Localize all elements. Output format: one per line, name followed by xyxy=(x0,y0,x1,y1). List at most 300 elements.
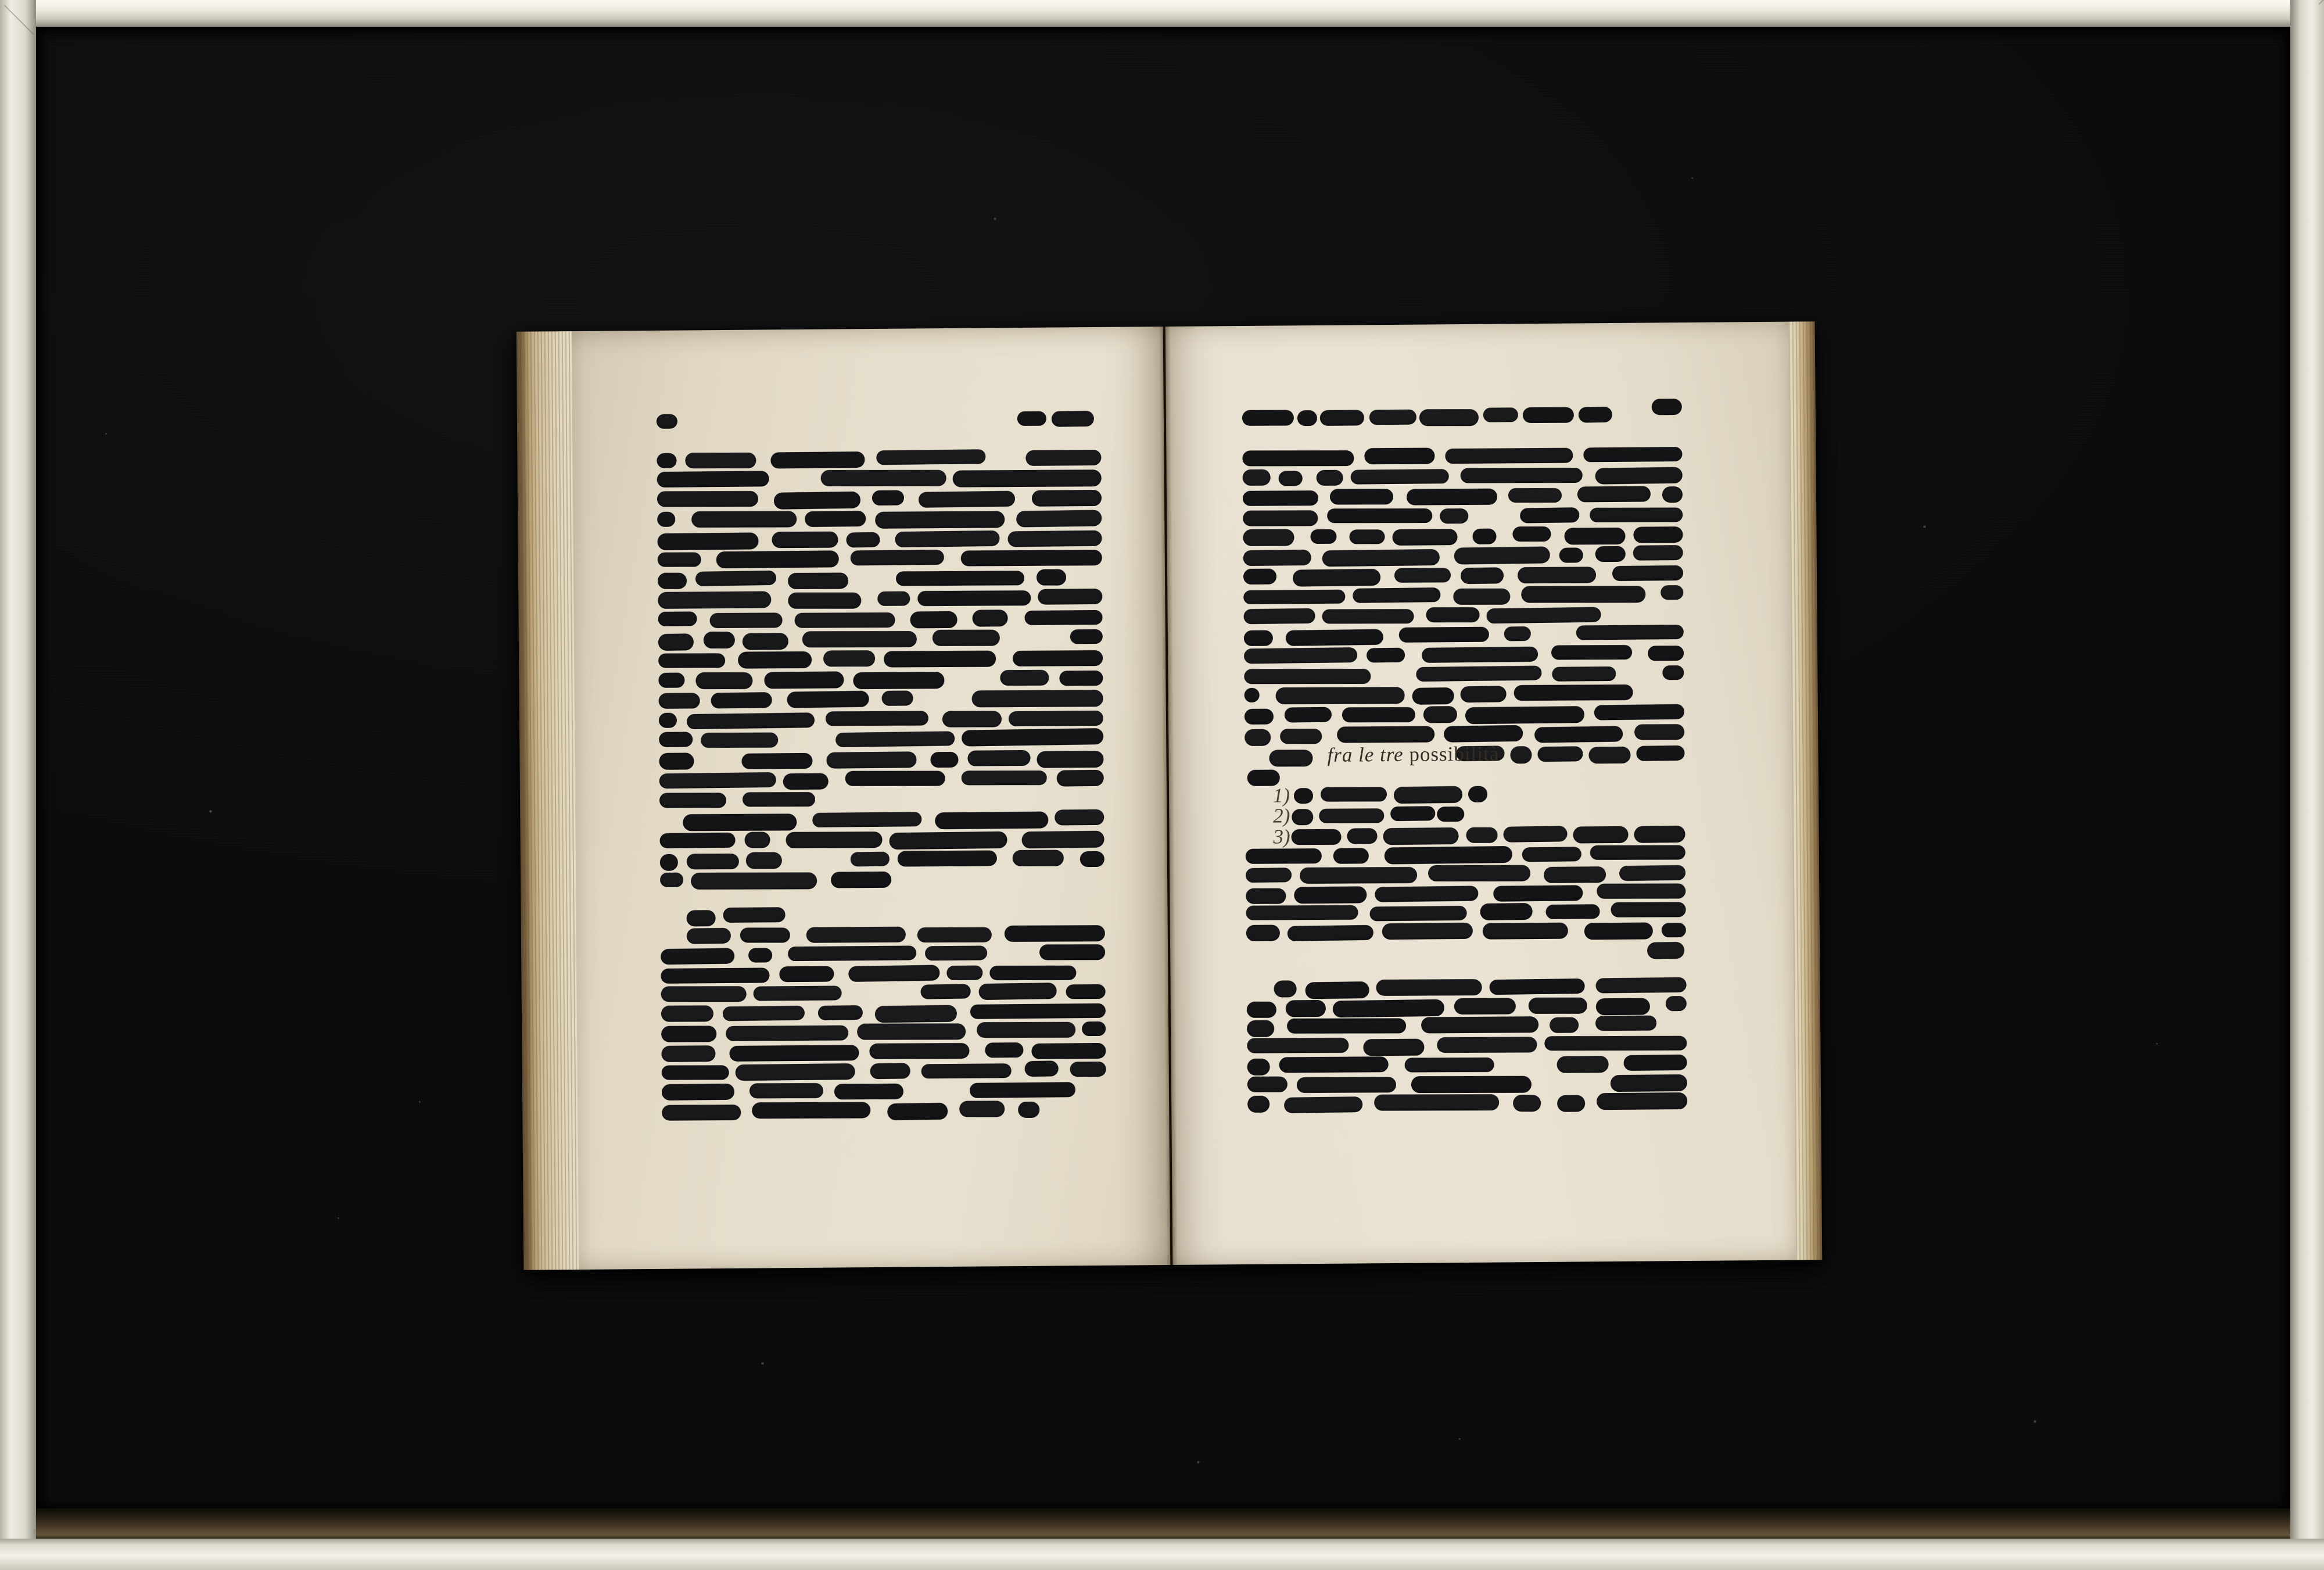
plexiglass-frame-bottom xyxy=(0,1539,2324,1570)
redaction-segment xyxy=(1633,545,1683,560)
redaction-segment xyxy=(788,593,861,610)
redaction-segment xyxy=(657,453,676,469)
list-marker-1: 1) xyxy=(1272,784,1290,807)
redaction-segment xyxy=(743,633,789,650)
redaction-segment xyxy=(896,571,1024,586)
redaction-segment xyxy=(1016,510,1102,528)
redaction-segment xyxy=(953,469,1102,488)
redaction-segment xyxy=(658,592,771,610)
redaction-segment xyxy=(683,813,797,831)
phrase-roman-part: possibilità xyxy=(1409,742,1500,766)
redaction-segment xyxy=(1367,648,1405,663)
redaction-segment xyxy=(1353,587,1440,603)
redaction-segment xyxy=(1552,666,1616,682)
redaction-segment xyxy=(1243,550,1311,566)
redaction-segment xyxy=(723,1006,805,1021)
redaction-segment xyxy=(695,672,752,689)
redaction-segment xyxy=(1577,486,1651,502)
redaction-segment xyxy=(910,611,957,628)
redaction-segment xyxy=(1375,886,1479,902)
redaction-segment xyxy=(661,986,747,1002)
redaction-segment xyxy=(1060,671,1103,686)
redaction-segment xyxy=(942,711,1002,727)
redaction-segment xyxy=(659,713,677,728)
redaction-segment xyxy=(1369,409,1416,425)
redaction-segment xyxy=(1243,510,1318,526)
redaction-segment xyxy=(1486,607,1601,623)
redaction-segment xyxy=(687,712,815,729)
redaction-segment xyxy=(1537,746,1583,762)
redaction-segment xyxy=(695,571,776,586)
redaction-segment xyxy=(740,928,790,943)
redaction-segment xyxy=(1363,1039,1425,1056)
redaction-segment xyxy=(1321,787,1387,802)
redaction-segment xyxy=(985,1042,1023,1058)
redaction-segment xyxy=(659,752,694,769)
redaction-segment xyxy=(1557,1095,1585,1112)
redaction-segment xyxy=(1559,547,1583,562)
redaction-segment xyxy=(835,731,955,747)
redaction-segment xyxy=(710,612,783,628)
redaction-segment xyxy=(834,1084,903,1100)
redaction-segment xyxy=(1619,865,1685,881)
redaction-segment xyxy=(1503,826,1567,843)
plexiglass-frame-right xyxy=(2290,0,2324,1570)
redaction-segment xyxy=(970,1082,1075,1098)
redaction-segment xyxy=(1275,687,1404,704)
redaction-segment xyxy=(1550,1017,1579,1033)
redaction-segment xyxy=(890,831,1008,850)
redaction-segment xyxy=(1494,885,1583,902)
redaction-segment xyxy=(1611,1074,1687,1091)
redaction-segment xyxy=(1018,1102,1039,1118)
redaction-segment xyxy=(657,471,769,487)
redaction-segment xyxy=(1350,529,1385,544)
redaction-segment xyxy=(853,672,945,689)
redaction-segment xyxy=(746,852,782,870)
redaction-segment xyxy=(1337,726,1434,743)
redaction-segment xyxy=(1319,808,1384,823)
redaction-segment xyxy=(962,728,1103,746)
redaction-segment xyxy=(1390,806,1435,821)
redaction-segment xyxy=(1274,980,1297,997)
redaction-segment xyxy=(826,711,928,726)
redaction-segment xyxy=(1070,1062,1106,1077)
frame-inner-shadow-band xyxy=(36,1508,2290,1539)
redaction-segment xyxy=(787,691,869,708)
redaction-segment xyxy=(931,752,959,768)
redaction-segment xyxy=(1551,645,1632,659)
redaction-segment xyxy=(1512,526,1551,542)
redaction-segment xyxy=(687,928,731,944)
redaction-segment xyxy=(1437,807,1464,822)
redaction-segment xyxy=(1597,1092,1688,1110)
redaction-segment xyxy=(1557,1056,1609,1073)
redaction-segment xyxy=(1055,809,1104,826)
redaction-segment xyxy=(1522,847,1581,862)
redaction-segment xyxy=(1546,904,1600,919)
redaction-segment xyxy=(1662,486,1683,503)
redaction-segment xyxy=(1490,978,1585,995)
redaction-segment xyxy=(1246,868,1292,883)
redaction-segment xyxy=(1466,827,1498,844)
redaction-segment xyxy=(703,632,734,649)
redaction-segment xyxy=(788,572,848,589)
redaction-segment xyxy=(1066,984,1105,999)
redaction-segment xyxy=(1269,750,1312,766)
redaction-segment xyxy=(1385,846,1512,864)
redaction-segment xyxy=(1652,399,1682,415)
redaction-segment xyxy=(1057,770,1104,787)
redaction-segment xyxy=(972,690,1103,707)
redaction-segment xyxy=(1306,981,1369,999)
redaction-segment xyxy=(1080,851,1104,866)
redaction-segment xyxy=(1244,647,1357,664)
redaction-segment xyxy=(1300,867,1417,884)
redaction-segment xyxy=(850,851,889,866)
redaction-segment xyxy=(1612,565,1683,582)
redaction-segment xyxy=(1022,831,1104,849)
redaction-segment xyxy=(1279,1056,1388,1073)
redaction-segment xyxy=(1454,547,1550,565)
redaction-segment xyxy=(1513,1095,1541,1112)
redaction-segment xyxy=(1480,903,1533,920)
redaction-segment xyxy=(691,511,797,527)
redaction-segment xyxy=(659,732,693,747)
redaction-segment xyxy=(730,1045,859,1062)
redaction-segment xyxy=(1382,923,1473,940)
redaction-segment xyxy=(753,985,841,1001)
redaction-segment xyxy=(877,591,910,605)
redaction-segment xyxy=(1508,488,1562,503)
redaction-segment xyxy=(1422,647,1538,663)
redaction-segment xyxy=(687,854,739,870)
redaction-segment xyxy=(1428,865,1530,881)
redaction-segment xyxy=(1370,906,1467,921)
redaction-segment xyxy=(1419,409,1479,426)
redaction-segment xyxy=(919,490,1015,507)
redaction-segment xyxy=(1634,526,1683,543)
redaction-segment xyxy=(1596,998,1650,1015)
redaction-segment xyxy=(749,1083,823,1099)
redaction-segment xyxy=(1461,468,1583,483)
open-book xyxy=(517,321,1823,1270)
redaction-segment xyxy=(1013,650,1103,666)
redaction-segment xyxy=(701,732,778,747)
redaction-segment xyxy=(1523,407,1574,423)
redaction-segment xyxy=(1416,665,1541,682)
redaction-segment xyxy=(1611,902,1686,917)
redaction-segment xyxy=(658,573,687,589)
redaction-segment xyxy=(921,1063,1012,1079)
redaction-segment xyxy=(662,1083,734,1100)
redaction-segment xyxy=(1242,410,1294,426)
redaction-segment xyxy=(1483,407,1518,422)
redaction-segment xyxy=(898,850,997,866)
plexiglass-frame-top xyxy=(0,0,2324,27)
redaction-segment xyxy=(1243,529,1294,547)
redaction-segment xyxy=(1437,1037,1537,1052)
visible-phrase xyxy=(1327,743,1499,767)
redaction-segment xyxy=(1595,546,1626,562)
redaction-segment xyxy=(978,983,1056,1000)
redaction-segment xyxy=(686,910,715,926)
redaction-segment xyxy=(1247,1020,1275,1037)
redaction-segment xyxy=(660,854,679,870)
redaction-segment xyxy=(1243,490,1318,506)
redaction-segment xyxy=(1038,589,1103,605)
redaction-segment xyxy=(1292,809,1313,825)
redaction-segment xyxy=(1000,670,1049,686)
redaction-segment xyxy=(1374,1094,1499,1111)
redaction-segment xyxy=(1595,977,1686,994)
redaction-segment xyxy=(845,770,945,786)
redaction-segment xyxy=(1461,567,1504,584)
redaction-segment xyxy=(1245,729,1271,745)
redaction-segment xyxy=(659,772,777,788)
redaction-segment xyxy=(1520,507,1580,523)
redaction-segment xyxy=(1287,1018,1406,1034)
redaction-segment xyxy=(1285,707,1332,723)
redaction-segment xyxy=(1296,1077,1396,1093)
redaction-segment xyxy=(691,872,817,889)
redaction-segment xyxy=(1392,529,1457,546)
redaction-segment xyxy=(1284,1096,1362,1113)
redaction-segment xyxy=(1244,630,1273,646)
redaction-segment xyxy=(1037,751,1104,768)
redaction-segment xyxy=(1634,725,1684,740)
redaction-segment xyxy=(870,1063,910,1079)
redaction-segment xyxy=(960,550,1102,566)
redaction-segment xyxy=(847,532,881,548)
redaction-segment xyxy=(783,773,829,789)
redaction-segment xyxy=(1246,924,1280,941)
redaction-segment xyxy=(1292,829,1342,845)
redaction-segment xyxy=(1407,489,1497,506)
redaction-segment xyxy=(881,690,913,705)
redaction-segment xyxy=(1666,996,1687,1011)
redaction-segment xyxy=(765,671,844,689)
redaction-segment xyxy=(658,612,697,627)
redaction-segment xyxy=(657,533,759,551)
redaction-segment xyxy=(1244,669,1371,684)
redaction-segment xyxy=(1426,607,1480,622)
redaction-segment xyxy=(662,1105,741,1120)
redaction-segment xyxy=(962,770,1047,785)
redaction-segment xyxy=(876,449,985,465)
redaction-segment xyxy=(1648,646,1684,661)
redaction-segment xyxy=(1026,450,1102,466)
redaction-segment xyxy=(1504,626,1530,641)
redaction-segment xyxy=(1311,529,1337,544)
redaction-segment xyxy=(1013,849,1064,866)
redaction-segment xyxy=(1082,1021,1106,1036)
redaction-segment xyxy=(1421,1017,1539,1034)
redaction-segment xyxy=(779,966,834,983)
redaction-segment xyxy=(711,692,772,708)
redaction-segment xyxy=(1333,848,1369,863)
plexiglass-frame-left xyxy=(0,0,36,1570)
redaction-segment xyxy=(1246,888,1286,904)
redaction-segment xyxy=(735,1063,855,1081)
redaction-segment xyxy=(658,634,694,651)
redaction-segment xyxy=(1440,508,1468,524)
redaction-segment xyxy=(1595,467,1682,485)
redaction-segment xyxy=(1009,711,1103,726)
list-marker-3: 3) xyxy=(1273,825,1290,848)
redaction-segment xyxy=(973,610,1008,627)
redaction-segment xyxy=(723,908,785,923)
redaction-segment xyxy=(661,1046,715,1063)
redaction-segment xyxy=(1032,490,1102,506)
redaction-segment xyxy=(1394,568,1451,582)
redaction-segment xyxy=(869,1043,969,1059)
redaction-segment xyxy=(1597,883,1685,899)
redaction-segment xyxy=(946,965,982,980)
redaction-segment xyxy=(1320,410,1364,426)
redaction-segment xyxy=(1285,629,1383,646)
redaction-segment xyxy=(1280,729,1322,744)
redaction-segment xyxy=(745,832,770,849)
redaction-segment xyxy=(1465,706,1584,724)
redaction-segment xyxy=(743,792,815,806)
redaction-segment xyxy=(920,984,970,999)
redaction-segment xyxy=(1383,827,1458,845)
redaction-segment xyxy=(1483,922,1568,939)
redaction-segment xyxy=(1660,585,1683,600)
redaction-segment xyxy=(823,650,875,666)
redaction-segment xyxy=(1039,944,1105,960)
redaction-segment xyxy=(658,553,701,568)
redaction-segment xyxy=(1322,609,1414,623)
redaction-segment xyxy=(851,550,944,566)
redaction-segment xyxy=(1472,529,1496,544)
redaction-segment xyxy=(1243,608,1315,624)
redaction-segment xyxy=(805,511,866,527)
redaction-segment xyxy=(1468,786,1487,802)
redaction-segment xyxy=(1662,923,1686,937)
redaction-segment xyxy=(1590,507,1683,522)
redaction-segment xyxy=(1544,1035,1687,1051)
redaction-segment xyxy=(1243,589,1345,604)
redaction-segment xyxy=(989,966,1076,981)
redaction-segment xyxy=(1510,746,1532,764)
list-marker-2: 2) xyxy=(1272,804,1290,827)
redaction-segment xyxy=(925,946,987,961)
redaction-segment xyxy=(1247,1077,1287,1092)
redaction-segment xyxy=(918,590,1031,606)
redaction-segment xyxy=(657,512,675,527)
redaction-segment xyxy=(1576,625,1684,640)
redaction-segment xyxy=(726,1026,849,1041)
redaction-segment xyxy=(1376,979,1482,996)
redaction-segment xyxy=(1584,447,1683,463)
redaction-segment xyxy=(1394,786,1462,804)
redaction-segment xyxy=(806,926,906,942)
redaction-segment xyxy=(857,1024,966,1040)
redaction-segment xyxy=(1247,1095,1269,1112)
redaction-segment xyxy=(1247,1038,1349,1053)
redaction-segment xyxy=(1037,569,1066,585)
phrase-italic-part: fra le tre xyxy=(1327,743,1410,766)
redaction-segment xyxy=(932,629,999,646)
redaction-segment xyxy=(1461,686,1507,702)
redaction-segment xyxy=(1246,905,1358,920)
redaction-segment xyxy=(659,833,735,848)
redaction-segment xyxy=(895,530,999,547)
redaction-segment xyxy=(1347,828,1378,844)
redaction-segment xyxy=(1405,1058,1494,1072)
redaction-segment xyxy=(1445,448,1573,464)
redaction-segment xyxy=(812,812,921,827)
redaction-segment xyxy=(1287,924,1373,941)
redaction-segment xyxy=(1579,407,1612,423)
redaction-segment xyxy=(884,650,996,666)
redaction-segment xyxy=(875,511,1005,529)
redaction-segment xyxy=(1007,530,1102,547)
redaction-segment xyxy=(1294,788,1313,804)
redaction-segment xyxy=(741,753,813,769)
redaction-segment xyxy=(1623,1055,1687,1071)
redaction-segment xyxy=(872,490,904,506)
redaction-segment xyxy=(1412,687,1454,704)
redaction-segment xyxy=(795,612,895,628)
redaction-segment xyxy=(1247,770,1280,786)
redaction-segment xyxy=(1243,469,1271,485)
redaction-segment xyxy=(661,1006,713,1022)
redaction-segment xyxy=(659,693,701,709)
redaction-segment xyxy=(658,653,725,668)
redaction-segment xyxy=(802,631,917,647)
redaction-segment xyxy=(959,1101,1005,1117)
redaction-segment xyxy=(917,927,992,942)
redaction-segment xyxy=(658,673,685,688)
redaction-segment xyxy=(686,453,756,468)
redaction-segment xyxy=(773,491,860,509)
redaction-segment xyxy=(1564,528,1625,545)
redaction-segment xyxy=(1351,469,1450,485)
redaction-segment xyxy=(1573,826,1628,844)
redaction-segment xyxy=(1245,709,1274,725)
redaction-segment xyxy=(659,793,726,808)
redaction-segment xyxy=(1005,925,1105,942)
redaction-segment xyxy=(1518,567,1596,583)
redaction-segment xyxy=(1247,1058,1271,1075)
redaction-segment xyxy=(1297,410,1317,426)
redaction-segment xyxy=(1453,588,1510,604)
redaction-segment xyxy=(662,1066,729,1080)
redaction-segment xyxy=(1244,687,1259,702)
redaction-segment xyxy=(1322,549,1439,567)
redaction-segment xyxy=(1247,1002,1276,1018)
redaction-segment xyxy=(748,948,772,963)
redaction-segment xyxy=(1454,998,1516,1015)
redaction-segment xyxy=(1636,745,1684,761)
redaction-segment xyxy=(1595,1016,1656,1031)
redaction-segment xyxy=(1330,489,1393,504)
redaction-segment xyxy=(1634,826,1685,843)
redaction-segment xyxy=(1286,1000,1326,1017)
redaction-segment xyxy=(1411,1076,1532,1094)
redaction-marks-layer xyxy=(517,321,1823,1270)
redaction-segment xyxy=(1031,1043,1106,1059)
redaction-segment xyxy=(818,1005,863,1020)
redaction-segment xyxy=(1364,448,1434,465)
redaction-segment xyxy=(1293,569,1381,586)
redaction-segment xyxy=(661,1026,716,1042)
redaction-segment xyxy=(1278,471,1303,486)
redaction-segment xyxy=(1529,998,1587,1014)
